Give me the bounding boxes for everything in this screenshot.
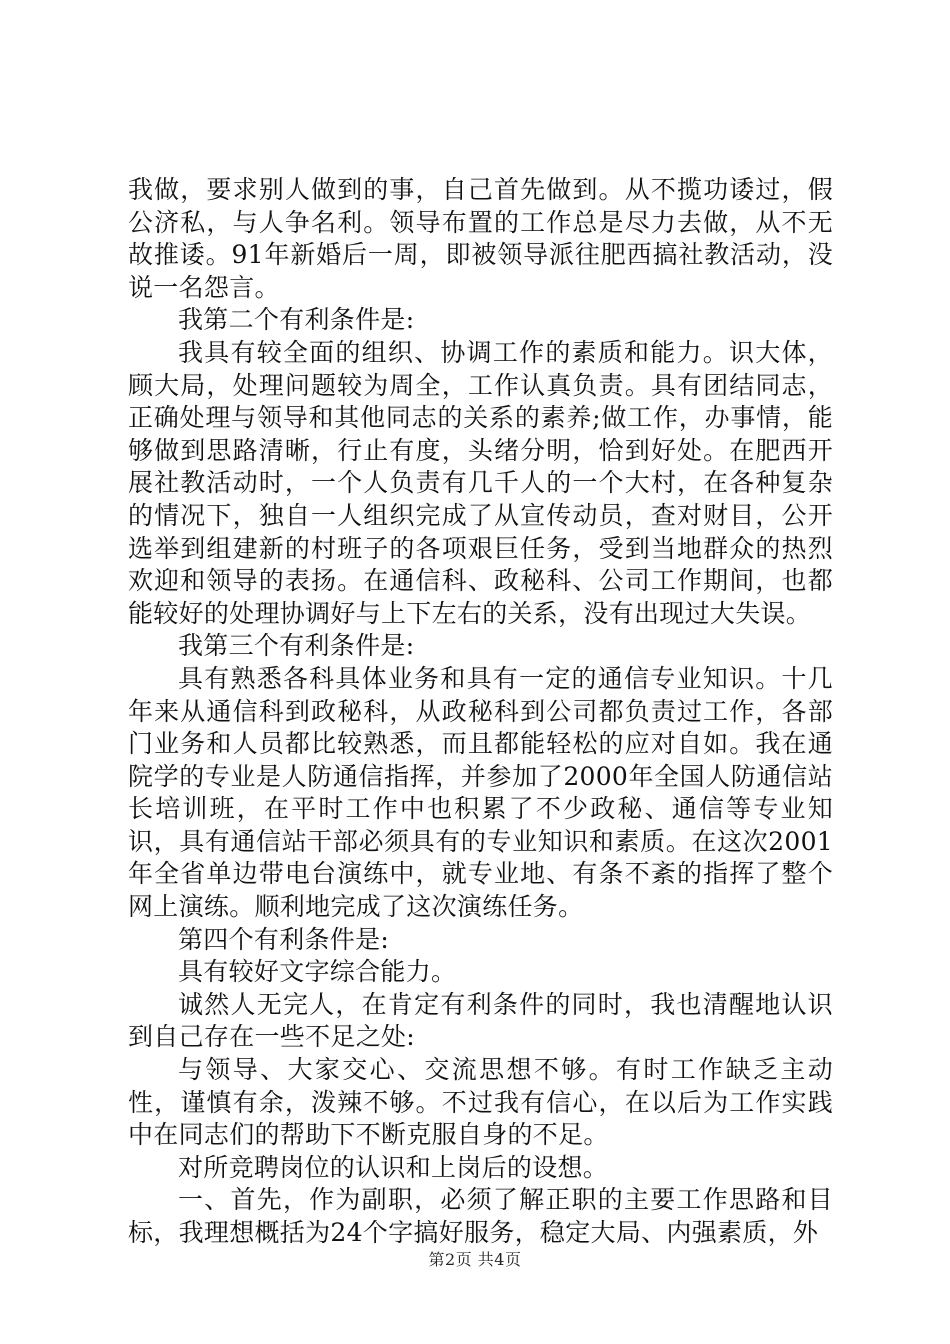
paragraph-shortcomings-intro: 诚然人无完人，在肯定有利条件的同时，我也清醒地认识到自己存在一些不足之处: — [128, 989, 833, 1052]
paragraph-professional-knowledge: 具有熟悉各科具体业务和具有一定的通信专业知识。十几年来从通信科到政秘科，从政秘科到公司都负责过工作，各部门业务和人员都比较熟悉，而且都能轻松的应对自如。我在通院学的专业是人防通信指挥，并参加了2000年全国人防通信站长培训班，在平时工作中也积累了不少政秘、通信等专业知识，具有通信站干部必须具有的专业知识和素质。在这次2001年全省单边带电台演练中，就专业地、有条不紊的指挥了整个网上演练。顺利地完成了这次演练任务。 — [128, 663, 833, 922]
paragraph-first-point: 一、首先，作为副职，必须了解正职的主要工作思路和目标，我理想概括为24个字搞好服务，稳定大局、内强素质，外 — [128, 1185, 833, 1247]
paragraph-position-understanding: 对所竞聘岗位的认识和上岗后的设想。 — [178, 1152, 609, 1182]
document-body — [128, 174, 833, 1250]
page-footer: 第2页 共4页 — [428, 1250, 522, 1269]
paragraph-organization-ability: 我具有较全面的组织、协调工作的素质和能力。识大体，顾大局，处理问题较为周全，工作认真负责。具有团结同志，正确处理与领导和其他同志的关系的素养;做工作，办事情，能够做到思路清晰，行止有度，头绪分明，恰到好处。在肥西开展社教活动时，一个人负责有几千人的一个大村，在各种复杂的情况下，独自一人组织完成了从宣传动员，查对财目，公开选举到组建新的村班子的各项艰巨任务，受到当地群众的热烈欢迎和领导的表扬。在通信科、政秘科、公司工作期间，也都能较好的处理协调好与上下左右的关系，没有出现过大失误。 — [128, 337, 833, 628]
paragraph-heading-third-advantage: 我第三个有利条件是: — [178, 631, 415, 661]
paragraph-heading-second-advantage: 我第二个有利条件是: — [178, 305, 415, 335]
paragraph-continued: 我做，要求别人做到的事，自己首先做到。从不揽功诿过，假公济私，与人争名利。领导布置的工作总是尽力去做，从不无故推诿。91年新婚后一周，即被领导派往肥西搞社教活动，没说一名怨言。 — [128, 175, 833, 302]
paragraph-writing-ability: 具有较好文字综合能力。 — [178, 957, 457, 987]
paragraph-shortcomings: 与领导、大家交心、交流思想不够。有时工作缺乏主动性，谨慎有余，泼辣不够。不过我有信心，在以后为工作实践中在同志们的帮助下不断克服自身的不足。 — [128, 1055, 833, 1150]
paragraph-heading-fourth-advantage: 第四个有利条件是: — [178, 924, 390, 954]
